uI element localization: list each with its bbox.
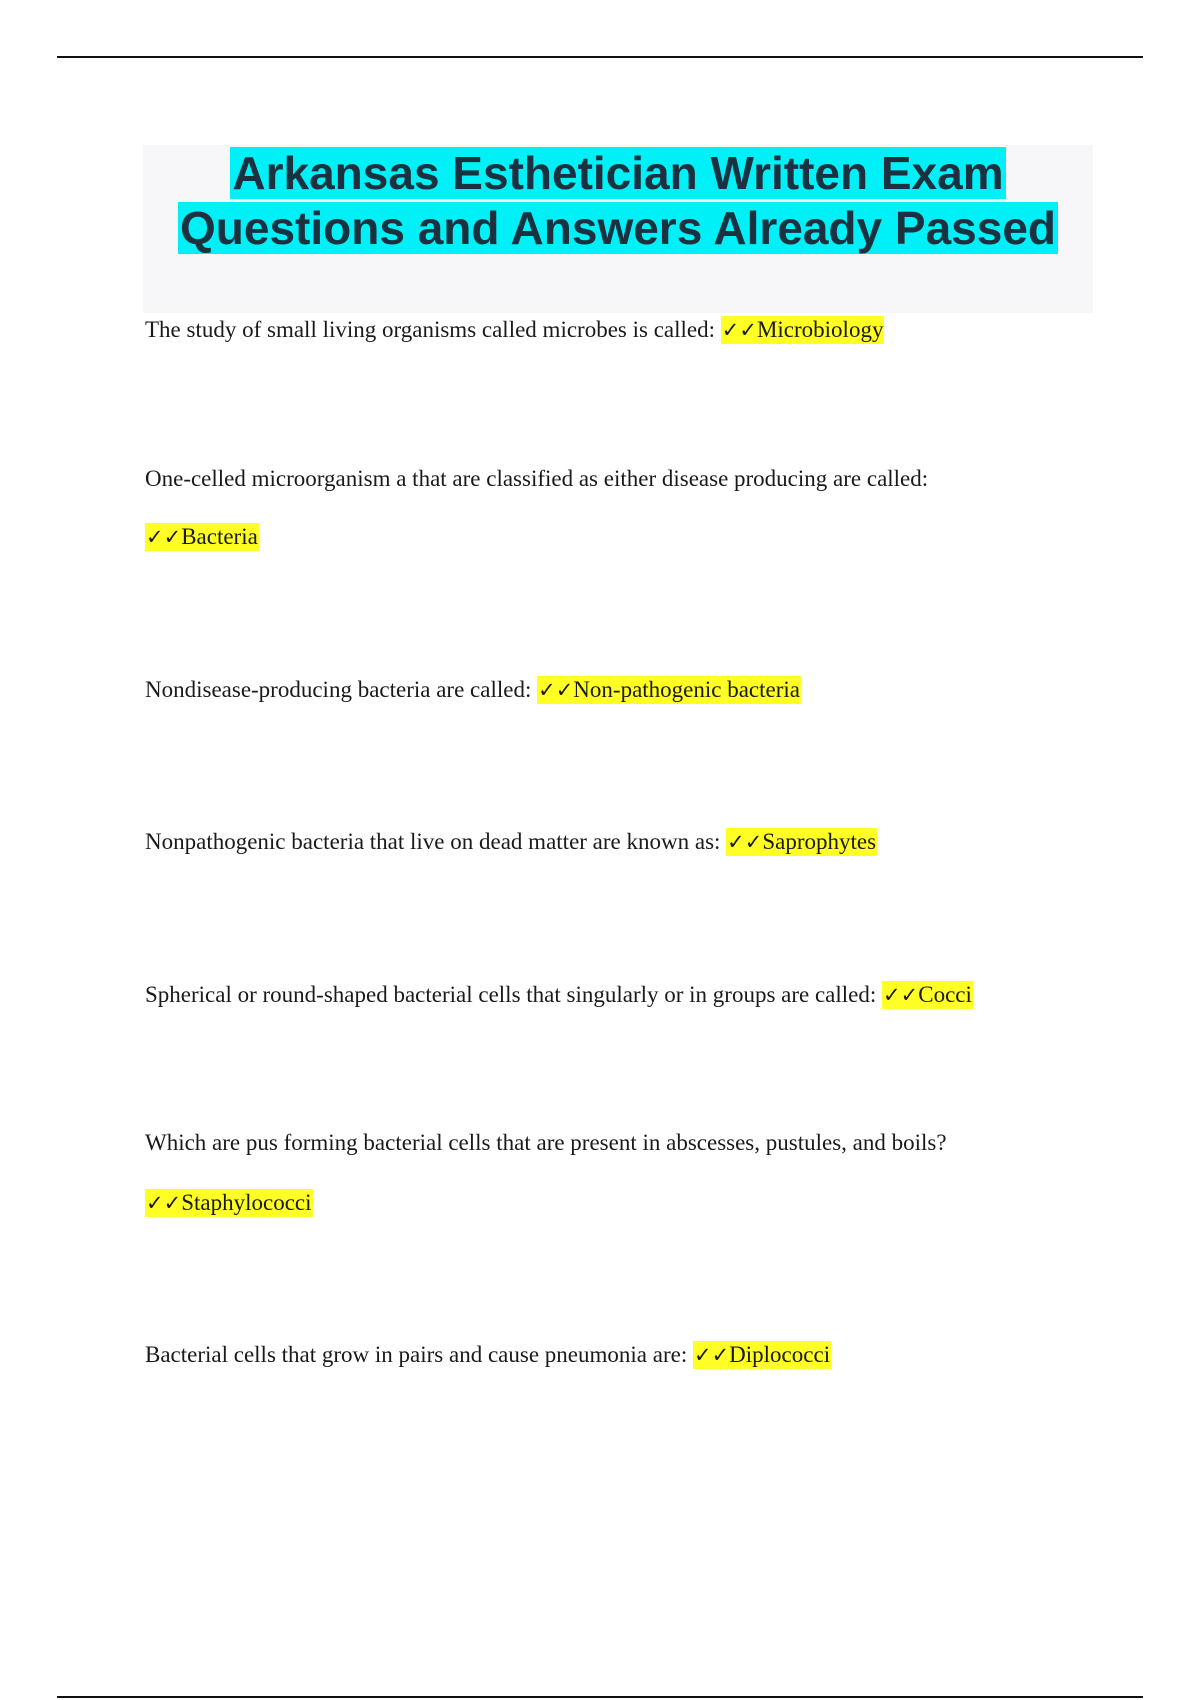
footer-rule [57,1696,1143,1698]
answer-highlight [693,1341,831,1369]
answer-text: Microbiology [756,317,884,342]
header-rule [57,56,1143,58]
question-text: Nondisease-producing bacteria are called: [145,677,532,702]
question-text: One-celled microorganism a that are classified as either disease producing are called: [145,466,929,491]
double-check-icon: ✓✓ [721,318,757,342]
answer-highlight [721,316,885,344]
qa-item-3 [145,675,1145,705]
answer-highlight [145,1189,313,1217]
document-title [143,146,1093,256]
qa-item-5 [145,980,1145,1010]
qa-item-4 [145,827,1145,857]
qa-item-7 [145,1340,1145,1370]
double-check-icon: ✓✓ [146,525,182,549]
question-text: Bacterial cells that grow in pairs and cause pneumonia are: [145,1342,688,1367]
double-check-icon: ✓✓ [146,1191,182,1215]
title-line-1: Arkansas Esthetician Written Exam [232,147,1004,199]
qa-item-6-answer [145,1188,1145,1218]
qa-item-2-answer [145,522,1145,552]
answer-text: Staphylococci [181,1190,312,1215]
answer-highlight [537,676,801,704]
answer-highlight [882,981,973,1009]
double-check-icon: ✓✓ [727,830,763,854]
answer-highlight [726,828,877,856]
question-text: Nonpathogenic bacteria that live on dead matter are known as: [145,829,721,854]
question-text: The study of small living organisms called microbes is called: [145,317,715,342]
answer-text: Diplococci [729,1342,831,1367]
answer-text: Bacteria [181,524,258,549]
qa-item-1 [145,315,1145,345]
answer-text: Saprophytes [762,829,877,854]
double-check-icon: ✓✓ [538,678,574,702]
question-text: Spherical or round-shaped bacterial cells that singularly or in groups are called: [145,982,877,1007]
qa-item-6 [145,1128,1145,1158]
answer-highlight [145,523,259,551]
answer-text: Non-pathogenic bacteria [573,677,800,702]
double-check-icon: ✓✓ [693,1343,730,1367]
title-line-2: Questions and Answers Already Passed [179,202,1057,254]
qa-item-2 [145,464,1145,494]
double-check-icon: ✓✓ [883,983,919,1007]
question-text: Which are pus forming bacterial cells that are present in abscesses, pustules, and boils? [145,1130,947,1155]
answer-text: Cocci [918,982,972,1007]
